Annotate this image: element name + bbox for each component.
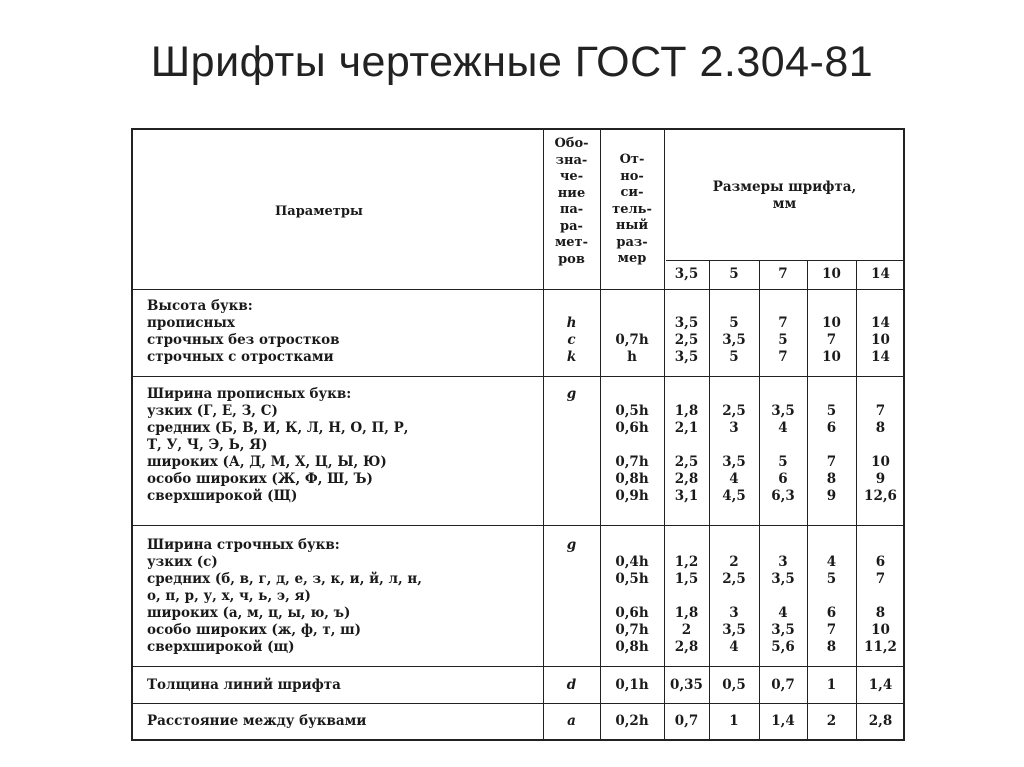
symbol-cell [543,298,600,315]
value-cell: 3,1 [674,488,699,504]
header-designation-line: ние [557,185,586,201]
value-cell [709,588,759,605]
value-cell [664,437,709,454]
value-cell: 1,8 [674,403,699,419]
grid-line [133,666,903,667]
slide-title: Шрифты чертежные ГОСТ 2.304-81 [150,38,874,86]
value-cell: 5 [729,349,739,365]
value-cell: 3,5 [771,622,795,638]
size-column-5 [709,537,759,656]
grid-line [133,525,903,526]
header-relative-line: но- [620,168,644,184]
value-cell: 8 [875,605,886,621]
value-cell [664,386,709,403]
size-column-3-5 [664,537,709,656]
header-relative-line: раз- [616,234,648,250]
symbol-cell: a [567,713,576,729]
value-cell [856,386,905,403]
value-cell: 4 [729,639,739,655]
value-cell: 2,5 [674,454,699,470]
value-cell: 5 [729,315,739,331]
value-cell: 6 [778,471,788,487]
header-relative-line: От- [619,152,645,167]
value-cell: 1,4 [868,677,893,693]
header-font-sizes [664,179,905,212]
relative-cell: 0,2h [615,713,649,729]
size-column-3-5 [664,298,709,366]
header-font-sizes-line: Размеры шрифта, [712,179,857,195]
value-cell: 0,7 [674,713,699,729]
value-cell: 3 [729,605,739,621]
value-cell [759,588,807,605]
param-line: о, п, р, у, х, ч, ь, э, я) [147,588,311,604]
value-cell: 1 [826,677,837,693]
header-designation-line: мет- [554,235,588,250]
size-column-14 [856,537,905,656]
symbol-cell [543,605,600,622]
value-cell: 9 [826,488,837,504]
relative-column [600,537,664,656]
symbol-cell [543,639,600,656]
symbol-cell [543,420,600,437]
param-line: Ширина прописных букв: [147,386,352,402]
param-line: Высота букв: [147,298,253,314]
param-line: узких (Г, Е, З, С) [147,403,278,419]
value-cell: 3,5 [771,571,795,587]
symbol-cell [543,622,600,639]
value-cell: 6,3 [771,488,795,504]
value-cell: 7 [778,349,788,365]
header-designation-line: зна- [555,152,588,168]
value-cell: 5,6 [771,639,795,655]
value-cell: 2,8 [674,639,699,655]
value-cell [807,537,856,554]
value-cell: 10 [871,332,890,348]
value-cell: 14 [871,349,890,365]
value-cell: 2 [681,622,692,638]
value-cell [709,437,759,454]
symbol-cell: c [567,332,576,348]
section-letter-height [147,298,340,366]
value-cell: 3,5 [722,622,746,638]
value-cell: 1,8 [674,605,699,621]
relative-cell: 0,7h [615,454,649,470]
value-cell: 8 [826,471,837,487]
value-cell: 14 [871,315,890,331]
symbol-cell: h [566,315,577,331]
relative-cell: 0,8h [615,471,649,487]
value-cell [709,537,759,554]
size-column-7 [759,537,807,656]
value-cell: 1,4 [771,713,795,729]
value-cell: 2 [826,713,837,729]
value-cell: 2,1 [674,420,699,436]
value-cell: 3,5 [722,332,746,348]
size-header-7: 7 [778,266,788,282]
relative-cell: 0,6h [615,420,649,436]
relative-cell [600,386,664,403]
size-header-14: 14 [871,266,890,282]
value-cell: 5 [826,403,837,419]
value-cell: 3,5 [674,315,699,331]
symbol-cell: g [566,537,577,553]
relative-cell: 0,5h [615,403,649,419]
symbol-cell [543,488,600,505]
header-relative-line: мер [617,251,647,266]
param-line: широких (а, м, ц, ы, ю, ъ) [147,605,351,621]
symbol-cell: k [566,349,577,365]
value-cell [856,437,905,454]
value-cell: 7 [875,403,886,419]
value-cell: 4 [729,471,739,487]
value-cell [709,386,759,403]
value-cell: 3,5 [771,403,795,419]
header-designation-line: па- [559,202,584,217]
value-cell [807,386,856,403]
relative-cell: 0,6h [615,605,649,621]
param-line: строчных с отростками [147,349,334,365]
value-cell [856,298,905,315]
value-cell [807,588,856,605]
value-cell: 2,5 [722,571,746,587]
value-cell: 10 [871,454,890,470]
value-cell: 0,5 [722,677,746,693]
size-header-5: 5 [729,266,739,282]
value-cell: 3 [778,554,788,570]
value-cell: 2 [729,554,739,570]
value-cell: 4,5 [722,488,746,504]
size-column-14 [856,386,905,505]
value-cell: 2,5 [674,332,699,348]
value-cell [664,588,709,605]
symbol-column [543,537,600,656]
relative-cell [600,537,664,554]
param-line: узких (с) [147,554,218,570]
relative-cell [600,437,664,454]
value-cell: 12,6 [864,488,897,504]
size-header-10: 10 [822,266,841,282]
grid-line [133,289,903,290]
relative-cell [600,315,664,332]
relative-cell: 0,5h [615,571,649,587]
param-line: сверхширокой (щ) [147,639,295,655]
relative-cell: 0,7h [615,622,649,638]
param-line: строчных без отростков [147,332,340,348]
symbol-cell [543,588,600,605]
section-lowercase-width [147,537,422,656]
symbol-column [543,298,600,366]
size-column-10 [807,537,856,656]
value-cell: 6 [826,420,837,436]
value-cell [856,537,905,554]
size-column-7 [759,386,807,505]
symbol-cell: g [566,386,577,402]
value-cell: 7 [826,332,837,348]
value-cell: 7 [826,454,837,470]
value-cell [856,588,905,605]
value-cell: 4 [778,605,788,621]
param-line: прописных [147,315,235,331]
value-cell [709,298,759,315]
value-cell: 5 [826,571,837,587]
grid-line [133,703,903,704]
value-cell [759,298,807,315]
value-cell: 1,2 [674,554,699,570]
param-line: сверхширокой (Щ) [147,488,298,504]
header-relative-line: си- [620,185,644,200]
size-column-5 [709,298,759,366]
size-column-14 [856,298,905,366]
relative-cell: 0,1h [615,677,649,693]
value-cell [807,298,856,315]
value-cell: 6 [875,554,886,570]
grid-line [133,376,903,377]
section-letter-spacing: Расстояние между буквами [147,713,367,729]
header-parameters: Параметры [275,204,363,219]
relative-cell: 0,8h [615,639,649,655]
value-cell: 1,5 [674,571,699,587]
value-cell: 5 [778,454,788,470]
header-designation-line: ра- [560,218,583,234]
value-cell: 11,2 [864,639,897,655]
value-cell: 5 [778,332,788,348]
font-parameters-table [131,128,905,741]
header-designation-line: че- [559,169,584,184]
value-cell: 3,5 [674,349,699,365]
symbol-cell [543,554,600,571]
param-line: особо широких (ж, ф, т, ш) [147,622,362,638]
value-cell [759,386,807,403]
value-cell: 2,5 [722,403,746,419]
param-line: особо широких (Ж, Ф, Ш, Ъ) [147,471,373,487]
value-cell: 3,5 [722,454,746,470]
value-cell: 10 [822,315,841,331]
relative-column [600,298,664,366]
value-cell: 8 [875,420,886,436]
value-cell: 6 [826,605,837,621]
value-cell: 0,35 [670,677,703,693]
symbol-column [543,386,600,505]
grid-line [666,260,903,261]
value-cell: 4 [826,554,837,570]
relative-column [600,386,664,505]
value-cell: 3 [729,420,739,436]
header-designation-line: ров [558,251,585,267]
value-cell: 9 [875,471,886,487]
symbol-cell: d [566,677,577,693]
relative-cell: 0,4h [615,554,649,570]
value-cell [759,437,807,454]
relative-cell: 0,9h [615,488,649,504]
param-line: широких (А, Д, М, Х, Ц, Ы, Ю) [147,454,387,470]
header-relative-line: ный [615,218,649,233]
relative-cell: 0,7h [615,332,649,348]
value-cell [759,537,807,554]
value-cell [664,298,709,315]
size-column-10 [807,386,856,505]
header-font-sizes-line: мм [772,195,797,212]
header-designation [543,136,600,268]
section-line-thickness: Толщина линий шрифта [147,677,341,693]
relative-cell [600,298,664,315]
value-cell [664,537,709,554]
param-line: средних (б, в, г, д, е, з, к, и, й, л, н, [147,571,423,587]
header-relative-line: тель- [612,201,652,217]
value-cell: 7 [826,622,837,638]
value-cell: 10 [871,622,890,638]
param-line: Ширина строчных букв: [147,537,340,553]
value-cell: 4 [778,420,788,436]
symbol-cell [543,471,600,488]
section-uppercase-width [147,386,409,505]
symbol-cell [543,403,600,420]
value-cell: 7 [778,315,788,331]
value-cell [807,437,856,454]
value-cell: 8 [826,639,837,655]
size-column-7 [759,298,807,366]
header-relative-size [600,152,664,268]
relative-cell [600,588,664,605]
symbol-cell [543,454,600,471]
param-line: Т, У, Ч, Э, Ь, Я) [147,437,268,453]
value-cell: 1 [729,713,739,729]
symbol-cell [543,437,600,454]
value-cell: 0,7 [771,677,795,693]
size-header-3-5: 3,5 [674,266,699,282]
size-column-5 [709,386,759,505]
value-cell: 10 [822,349,841,365]
size-column-3-5 [664,386,709,505]
relative-cell: h [627,349,637,365]
value-cell: 2,8 [868,713,893,729]
symbol-cell [543,571,600,588]
value-cell: 2,8 [674,471,699,487]
value-cell: 7 [875,571,886,587]
param-line: средних (Б, В, И, К, Л, Н, О, П, Р, [147,420,409,436]
header-designation-line: Обо- [554,136,589,151]
size-column-10 [807,298,856,366]
